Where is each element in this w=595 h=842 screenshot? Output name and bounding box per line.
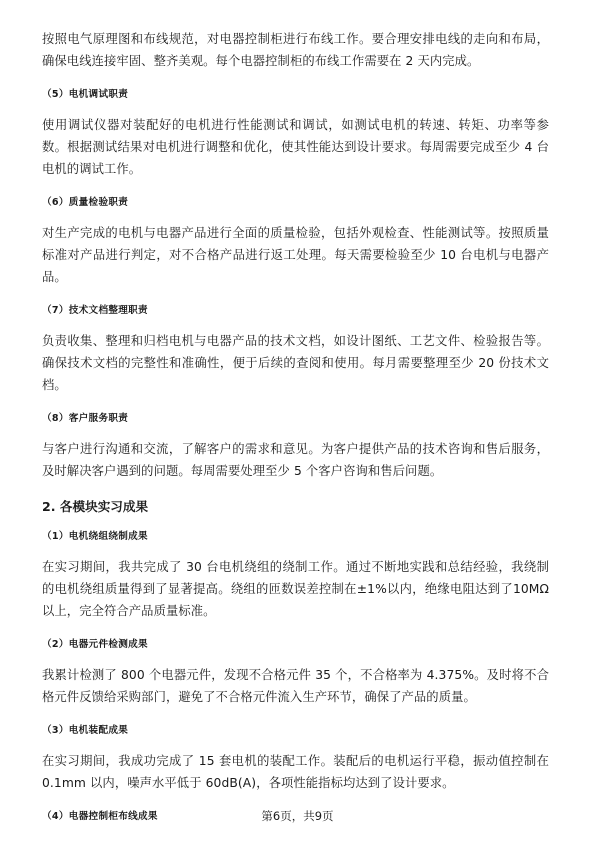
subheading-tech-docs-duty: （7）技术文档整理职责 — [42, 305, 148, 316]
paragraph-customer-service-duty: 与客户进行沟通和交流，了解客户的需求和意见。为客户提供产品的技术咨询和售后服务，及时解决客户遇到的问题。每周需要处理至少 5 个客户咨询和售后问题。 — [42, 442, 549, 478]
subheading-customer-service-duty: （8）客户服务职责 — [42, 413, 129, 424]
subheading-cabinet-wiring-results: （4）电器控制柜布线成果 — [42, 811, 158, 822]
subheading-motor-debug-duty: （5）电机调试职责 — [42, 89, 129, 100]
paragraph-winding-results: 在实习期间，我共完成了 30 台电机绕组的绕制工作。通过不断地实践和总结经验，我绕制的电机绕组质量得到了显著提高。绕组的匝数误差控制在±1%以内，绝缘电阻达到了10MΩ以上，完全符合产品质量标准。 — [42, 560, 549, 618]
section-heading-module-results: 2. 各模块实习成果 — [42, 499, 149, 514]
page-content — [42, 28, 549, 824]
subheading-quality-inspection-duty: （6）质量检验职责 — [42, 197, 129, 208]
paragraph-tech-docs-duty: 负责收集、整理和归档电机与电器产品的技术文档，如设计图纸、工艺文件、检验报告等。确保技术文档的完整性和准确性，便于后续的查阅和使用。每月需要整理至少 20 份技术文档。 — [42, 334, 549, 392]
subheading-winding-results: （1）电机绕组绕制成果 — [42, 531, 148, 542]
paragraph-wiring-duty: 按照电气原理图和布线规范，对电器控制柜进行布线工作。要合理安排电线的走向和布局，确保电线连接牢固、整齐美观。每个电器控制柜的布线工作需要在 2 天内完成。 — [42, 32, 549, 68]
paragraph-motor-debug-duty: 使用调试仪器对装配好的电机进行性能测试和调试，如测试电机的转速、转矩、功率等参数。根据测试结果对电机进行调整和优化，使其性能达到设计要求。每周需要完成至少 4 台电机的调试工作。 — [42, 118, 549, 176]
subheading-assembly-results: （3）电机装配成果 — [42, 725, 129, 736]
paragraph-quality-inspection-duty: 对生产完成的电机与电器产品进行全面的质量检验，包括外观检查、性能测试等。按照质量标准对产品进行判定，对不合格产品进行返工处理。每天需要检验至少 10 台电机与电器产品。 — [42, 226, 549, 284]
paragraph-component-test-results: 我累计检测了 800 个电器元件，发现不合格元件 35 个，不合格率为 4.375%。及时将不合格元件反馈给采购部门，避免了不合格元件流入生产环节，确保了产品的质量。 — [42, 668, 549, 704]
subheading-component-test-results: （2）电器元件检测成果 — [42, 639, 148, 650]
paragraph-assembly-results: 在实习期间，我成功完成了 15 套电机的装配工作。装配后的电机运行平稳，振动值控制在0.1mm 以内，噪声水平低于 60dB(A)，各项性能指标均达到了设计要求。 — [42, 754, 549, 790]
page-number-footer: 第6页，共9页 — [261, 809, 334, 823]
